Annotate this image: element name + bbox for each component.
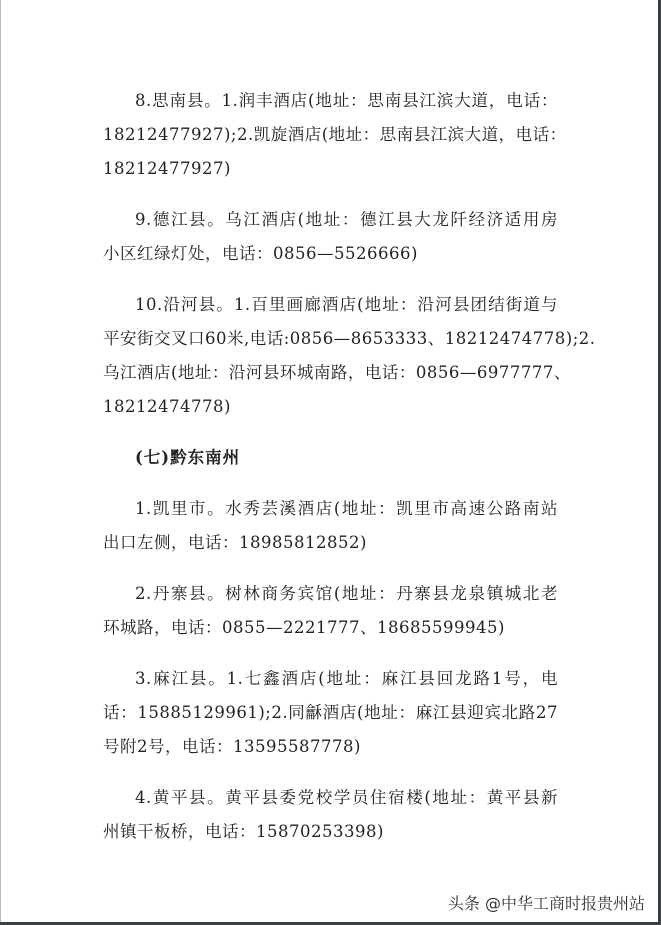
text-line: 乌江酒店(地址：沿河县环城南路，电话：0856—6977777、 xyxy=(103,363,571,382)
text-line: 1.凯里市。水秀芸溪酒店(地址：凯里市高速公路南站 xyxy=(135,499,558,518)
source-watermark: 头条 @中华工商时报贵州站 xyxy=(447,894,645,913)
entry-paragraph xyxy=(103,662,558,764)
text-line: 8.思南县。1.润丰酒店(地址：思南县江滨大道，电话： xyxy=(135,91,558,110)
text-line: 4.黄平县。黄平县委党校学员住宿楼(地址：黄平县新 xyxy=(135,788,558,807)
text-line: 话：15885129961);2.同龢酒店(地址：麻江县迎宾北路27 xyxy=(103,703,558,722)
entry-paragraph xyxy=(103,781,558,849)
text-line: 18212477927) xyxy=(103,159,231,178)
entry-paragraph xyxy=(103,577,558,645)
text-line: 10.沿河县。1.百里画廊酒店(地址：沿河县团结街道与 xyxy=(135,295,558,314)
entry-paragraph xyxy=(103,288,596,424)
section-heading: (七)黔东南州 xyxy=(135,448,241,467)
entry-paragraph xyxy=(103,203,558,271)
text-line: 平安街交叉口60米,电话:0856—8653333、18212474778);2. xyxy=(103,329,596,348)
document-body xyxy=(103,84,596,866)
section-a xyxy=(103,84,596,424)
text-line: 18212474778) xyxy=(103,397,231,416)
section-b xyxy=(103,492,558,849)
text-line: 出口左侧，电话：18985812852) xyxy=(103,533,367,552)
entry-paragraph xyxy=(103,492,558,560)
text-line: 号附2号，电话：13595587778) xyxy=(103,737,361,756)
text-line: 环城路，电话：0855—2221777、18685599945) xyxy=(103,618,505,637)
page-border-left xyxy=(0,0,1,925)
text-line: 2.丹寨县。树林商务宾馆(地址：丹寨县龙泉镇城北老 xyxy=(135,584,558,603)
text-line: 小区红绿灯处，电话：0856—5526666) xyxy=(103,244,418,263)
text-line: 18212477927);2.凯旋酒店(地址：思南县江滨大道，电话： xyxy=(103,125,567,144)
entry-paragraph xyxy=(103,84,567,186)
text-line: 州镇干板桥，电话：15870253398) xyxy=(103,822,384,841)
text-line: 3.麻江县。1.七鑫酒店(地址：麻江县回龙路1号，电 xyxy=(135,669,558,688)
text-line: 9.德江县。乌江酒店(地址：德江县大龙阡经济适用房 xyxy=(135,210,558,229)
